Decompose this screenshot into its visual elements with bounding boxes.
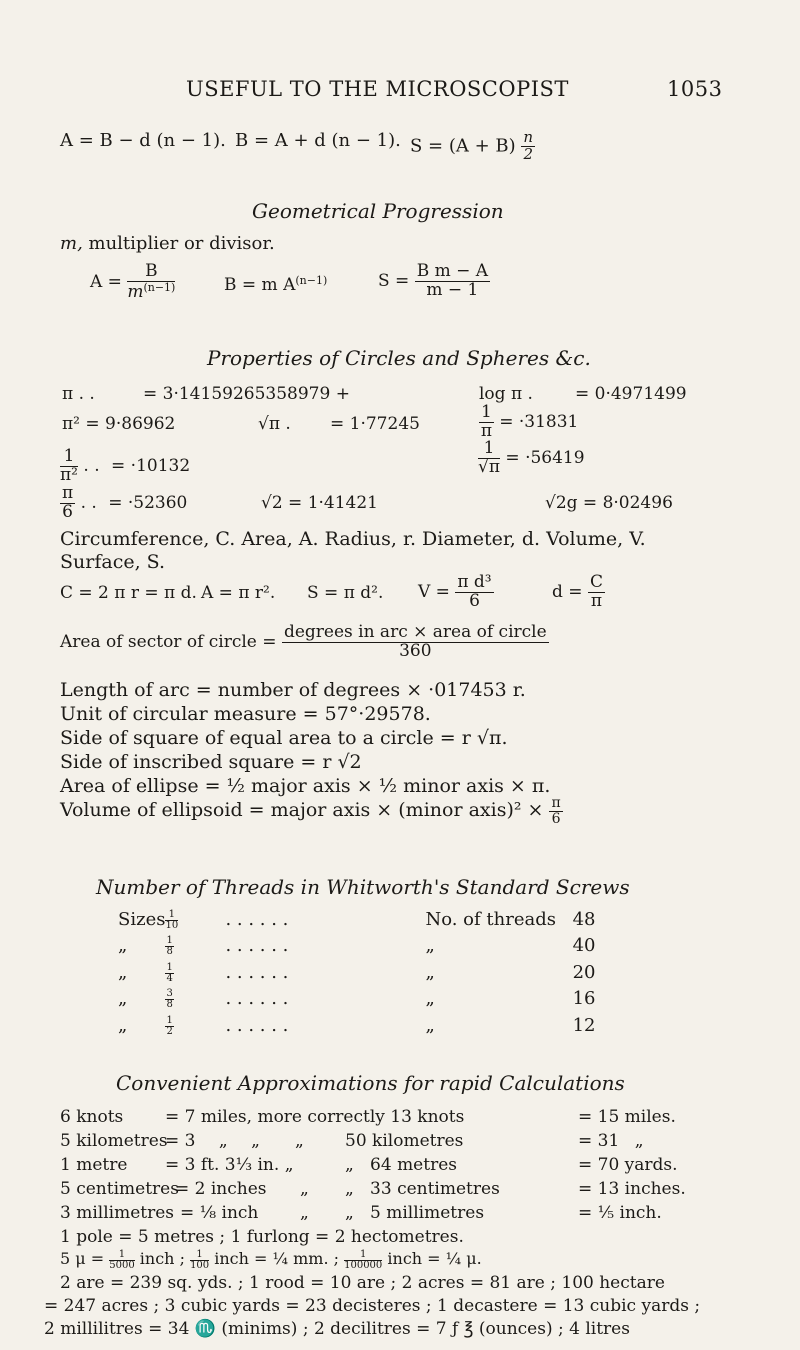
pi-over-six: $\frac{\pi}{6}$ . . = ·52360 — [62, 483, 188, 522]
surface-formula: S = π d². — [307, 583, 384, 603]
formula-a-arith: A = B − d (n − 1). — [60, 130, 226, 151]
formula-b-arith: B = A + d (n − 1). — [235, 130, 401, 151]
thread-row — [118, 959, 595, 986]
sector-fraction: $\frac{\text{degrees in arc × area of circle}}{360}$ — [283, 622, 547, 661]
thread-row — [118, 933, 595, 960]
micron-fraction: $\frac{1}{100000}$ — [344, 1248, 383, 1271]
approx-right-value: = 70 yards. — [578, 1155, 678, 1175]
thread-size: $\frac{1}{10}$ — [165, 908, 179, 931]
n-over-2-fraction: $\frac{n}{2}$ — [523, 128, 534, 163]
log-pi-value: = 0·4971499 — [575, 384, 687, 404]
thread-leader: . . . . . . — [225, 935, 289, 957]
approx-right-value: = 15 miles. — [578, 1107, 676, 1127]
pi-squared: π² = 9·86962 — [62, 414, 176, 434]
inscribed-square: Side of inscribed square = r √2 — [60, 751, 362, 773]
approx-mid: 50 kilometres — [345, 1131, 464, 1151]
micron-fraction: $\frac{1}{5000}$ — [109, 1248, 135, 1271]
ditto-mark: „ — [425, 935, 435, 957]
ditto-mark: „ — [118, 988, 128, 1010]
a-fraction: $\frac{B}{m^{(n-1)}}$ — [127, 261, 176, 302]
area-line-1: 2 are = 239 sq. yds. ; 1 rood = 10 are ; 2 acres = 81 are ; 100 hectare — [60, 1273, 665, 1293]
ditto-mark: „ — [295, 1131, 304, 1151]
area-line-2: = 247 acres ; 3 cubic yards = 23 decisteres ; 1 decastere = 13 cubic yards ; — [44, 1296, 701, 1316]
thread-row — [118, 906, 595, 933]
ditto-mark: „ — [425, 1014, 435, 1036]
area-line-3: 2 millilitres = 34 ♏ (minims) ; 2 decilitres = 7 ƒ ℥ (ounces) ; 4 litres — [44, 1319, 630, 1339]
thread-count: 12 — [572, 1014, 596, 1036]
ellipse-area: Area of ellipse = ½ major axis × ½ minor axis × π. — [60, 775, 551, 797]
c-formula: C = 2 π r = π d. — [60, 583, 197, 603]
geometric-a-formula: A = $\frac{B}{m^{(n-1)}}$ — [90, 261, 176, 302]
thread-size: $\frac{3}{8}$ — [166, 988, 173, 1010]
approx-row — [60, 1155, 678, 1175]
approx-left-value: = ⅛ inch — [180, 1203, 259, 1223]
approx-left-value: = 3 „ „ — [165, 1131, 260, 1151]
sqrt-pi-value: = 1·77245 — [330, 414, 420, 434]
thread-count: 20 — [572, 961, 596, 983]
log-pi-label: log π . — [479, 384, 533, 404]
approx-right-value: = 31 „ — [578, 1131, 644, 1151]
approx-row — [60, 1179, 686, 1199]
thread-leader: . . . . . . — [225, 908, 289, 930]
ditto-mark: „ — [118, 961, 128, 983]
thread-count: 16 — [572, 988, 596, 1010]
geometric-b-formula: B = m $A^{(n-1)}$ — [224, 274, 328, 296]
approx-left: 1 metre — [60, 1155, 128, 1175]
one-over-pi: $\frac{1}{\pi}$ — [480, 402, 492, 441]
approx-title: Convenient Approximations for rapid Calculations — [116, 1071, 625, 1095]
pi-value: = 3·14159265358979 + — [143, 384, 350, 404]
volume-formula: V = $\frac{\text{π d³}}{6}$ — [418, 572, 492, 611]
approx-left: 5 centimetres — [60, 1179, 179, 1199]
approx-right-value: = ⅕ inch. — [578, 1203, 662, 1223]
ditto-mark: „ — [425, 988, 435, 1010]
micron-fraction: $\frac{1}{100}$ — [190, 1248, 210, 1271]
sqrt-2g: √2g = 8·02496 — [545, 493, 673, 513]
ditto-mark: „ — [118, 1014, 128, 1036]
micron-line: 5 μ = $\frac{1}{5000}$ inch ; $\frac{1}{100}$ inch = ¼ mm. ; $\frac{1}{100000}$ inch = ¼ μ. — [60, 1248, 482, 1271]
approx-mid: „ 64 metres — [345, 1155, 457, 1175]
one-over-sqrt-pi: $\frac{1}{√\pi}$ — [478, 438, 501, 477]
area-formula: A = π r². — [201, 583, 276, 603]
definitions-line-1: Circumference, C. Area, A. Radius, r. Diameter, d. Volume, V. — [60, 528, 646, 550]
thread-leader: . . . . . . — [225, 1014, 289, 1036]
thread-count: 48 — [572, 908, 596, 930]
geometric-s-formula: S = $\frac{\text{B m − A}}{m - 1}$ — [378, 261, 489, 300]
ditto-mark: „ — [300, 1203, 309, 1223]
pole-line: 1 pole = 5 metres ; 1 furlong = 2 hectometres. — [60, 1227, 464, 1247]
diameter-fraction: $\frac{C}{\pi}$ — [589, 572, 603, 611]
threads-table — [118, 906, 595, 1039]
sizes-label: Sizes — [118, 908, 166, 930]
inverse-sqrt-pi: $\frac{1}{√\pi}$ = ·56419 — [478, 438, 585, 477]
approx-right-value: = 13 inches. — [578, 1179, 686, 1199]
inverse-pi: $\frac{1}{\pi}$ = ·31831 — [480, 402, 579, 441]
definitions-line-2: Surface, S. — [60, 551, 166, 573]
arc-length: Length of arc = number of degrees × ·017453 r. — [60, 679, 526, 701]
pi-over-six-fraction: $\frac{\pi}{6}$ — [62, 483, 74, 522]
threads-no-label: No. of threads — [425, 908, 556, 930]
diameter-formula: d = $\frac{C}{\pi}$ — [552, 572, 603, 611]
running-title: USEFUL TO THE MICROSCOPIST — [186, 77, 569, 101]
unit-circular-measure: Unit of circular measure = 57°·29578. — [60, 703, 431, 725]
geometric-intro: m, multiplier or divisor. — [60, 233, 275, 254]
ditto-mark: „ — [118, 935, 128, 957]
threads-rows — [118, 906, 595, 1039]
ellipsoid-fraction: $\frac{\pi}{6}$ — [551, 795, 561, 827]
approx-left: 6 knots — [60, 1107, 124, 1127]
sector-formula: Area of sector of circle = $\frac{\text{degrees in arc × area of circle}}{360}$ — [60, 622, 547, 661]
formula-s-arith: S = (A + B) $\frac{n}{2}$ — [410, 128, 534, 163]
thread-row — [118, 1012, 595, 1039]
approx-row — [60, 1203, 662, 1223]
thread-size: $\frac{1}{2}$ — [166, 1014, 173, 1037]
approx-left: 3 millimetres — [60, 1203, 175, 1223]
approx-left-value: = 7 miles, more correctly 13 knots — [165, 1107, 465, 1127]
approx-left: 5 kilometres — [60, 1131, 168, 1151]
ditto-mark: „ — [300, 1179, 309, 1199]
page-number: 1053 — [667, 77, 723, 101]
thread-size: $\frac{1}{8}$ — [166, 935, 173, 957]
approx-mid: „ 5 millimetres — [345, 1203, 485, 1223]
approx-mid: „ 33 centimetres — [345, 1179, 500, 1199]
pi-label: π . . — [62, 384, 95, 404]
approx-left-value: = 3 ft. 3⅓ in. „ — [165, 1155, 294, 1175]
ditto-mark: „ — [425, 961, 435, 983]
equal-area-square: Side of square of equal area to a circle = r √π. — [60, 727, 508, 749]
thread-leader: . . . . . . — [225, 988, 289, 1010]
sqrt-two: √2 = 1·41421 — [261, 493, 378, 513]
thread-leader: . . . . . . — [225, 961, 289, 983]
circles-title: Properties of Circles and Spheres &c. — [207, 346, 591, 370]
sqrt-pi-label: √π . — [258, 414, 291, 434]
approx-left-value: = 2 inches — [175, 1179, 267, 1199]
one-over-pi-squared: $\frac{1}{\text{π²}}$ — [60, 446, 78, 485]
thread-count: 40 — [572, 935, 596, 957]
approx-row — [60, 1107, 676, 1127]
ellipsoid-volume: Volume of ellipsoid = major axis × (minor axis)² × $\frac{\pi}{6}$ — [60, 795, 561, 827]
thread-row — [118, 986, 595, 1013]
thread-size: $\frac{1}{4}$ — [166, 961, 173, 984]
threads-title: Number of Threads in Whitworth's Standard Screws — [96, 875, 630, 899]
inverse-pi-squared: $\frac{1}{\text{π²}}$ . . = ·10132 — [60, 446, 191, 485]
approx-row — [60, 1131, 644, 1151]
geometric-title: Geometrical Progression — [252, 199, 504, 223]
s-fraction: $\frac{\text{B m − A}}{m - 1}$ — [416, 261, 489, 300]
volume-fraction: $\frac{\text{π d³}}{6}$ — [457, 572, 492, 611]
